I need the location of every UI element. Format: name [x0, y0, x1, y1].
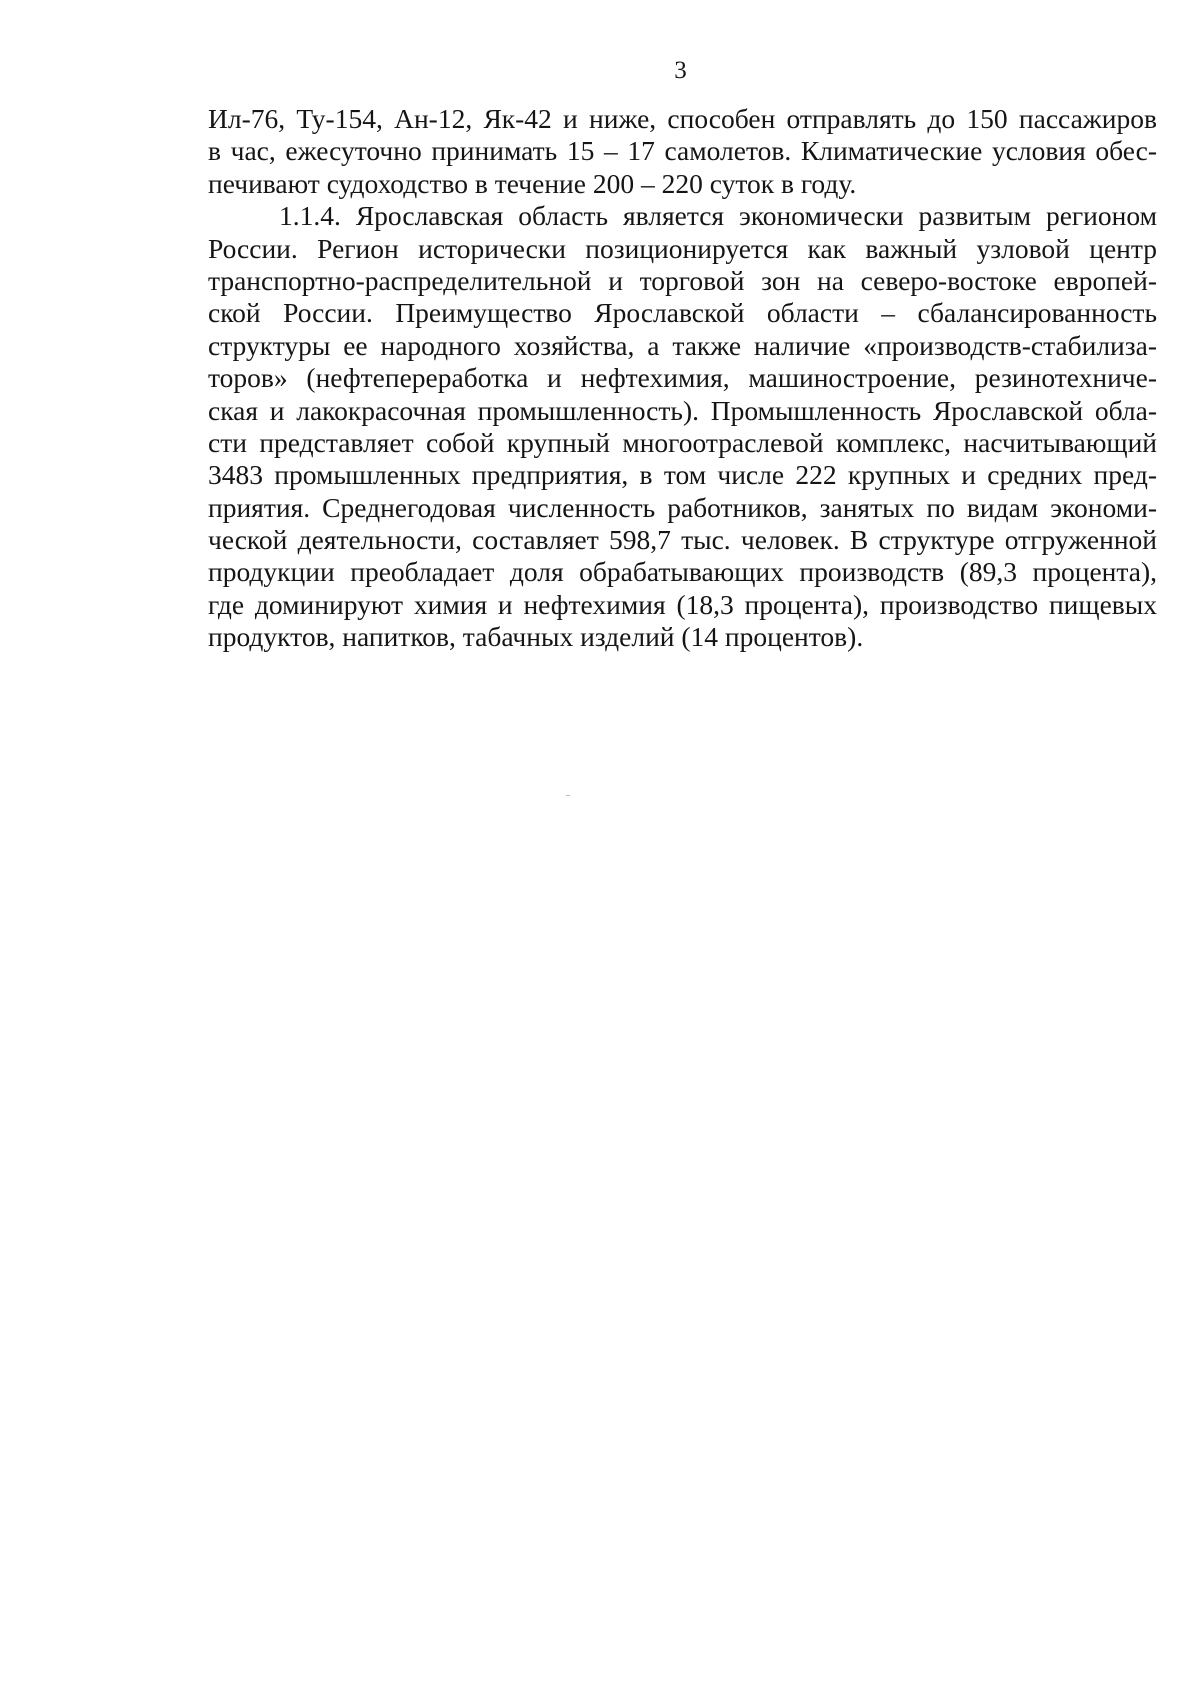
text-line: ская и лакокрасочная промышленность). Промышленность Ярославской обла-: [208, 394, 1157, 426]
text-line: ской России. Преимущество Ярославской области – сбалансированность: [208, 297, 1157, 329]
text-line: 3483 промышленных предприятия, в том числе 222 крупных и средних пред-: [208, 459, 1157, 491]
text-line: продукции преобладает доля обрабатывающих производств (89,3 процента),: [208, 556, 1157, 588]
text-line: где доминируют химия и нефтехимия (18,3 процента), производство пищевых: [208, 588, 1157, 620]
paragraph-airport-port: [208, 103, 1157, 200]
body-text: [208, 103, 1157, 654]
text-line: России. Регион исторически позиционируется как важный узловой центр: [208, 232, 1157, 264]
scan-speck: [566, 795, 570, 796]
text-line: продуктов, напитков, табачных изделий (14 процентов).: [208, 621, 864, 653]
text-line: торов» (нефтепереработка и нефтехимия, машиностроение, резинотехниче-: [208, 362, 1157, 394]
text-line: ческой деятельности, составляет 598,7 тыс. человек. В структуре отгруженной: [208, 524, 1157, 556]
text-line-first: 1.1.4. Ярославская область является экономически развитым регионом: [279, 200, 1157, 232]
text-line: структуры ее народного хозяйства, а также наличие «производств-стабилиза-: [208, 329, 1157, 361]
text-line: Ил-76, Ту-154, Ан-12, Як-42 и ниже, способен отправлять до 150 пассажиров: [208, 103, 1157, 134]
paragraph-economy: [208, 200, 1157, 653]
page-number: 3: [674, 57, 687, 84]
text-line: сти представляет собой крупный многоотраслевой комплекс, насчитывающий: [208, 426, 1157, 458]
text-line: транспортно-распределительной и торговой зон на северо-востоке европей-: [208, 264, 1157, 296]
text-line: приятия. Среднегодовая численность работников, занятых по видам экономи-: [208, 491, 1157, 523]
text-line: печивают судоходство в течение 200 – 220 суток в году.: [208, 167, 857, 199]
text-line: в час, ежесуточно принимать 15 – 17 самолетов. Климатические условия обес-: [208, 135, 1157, 167]
